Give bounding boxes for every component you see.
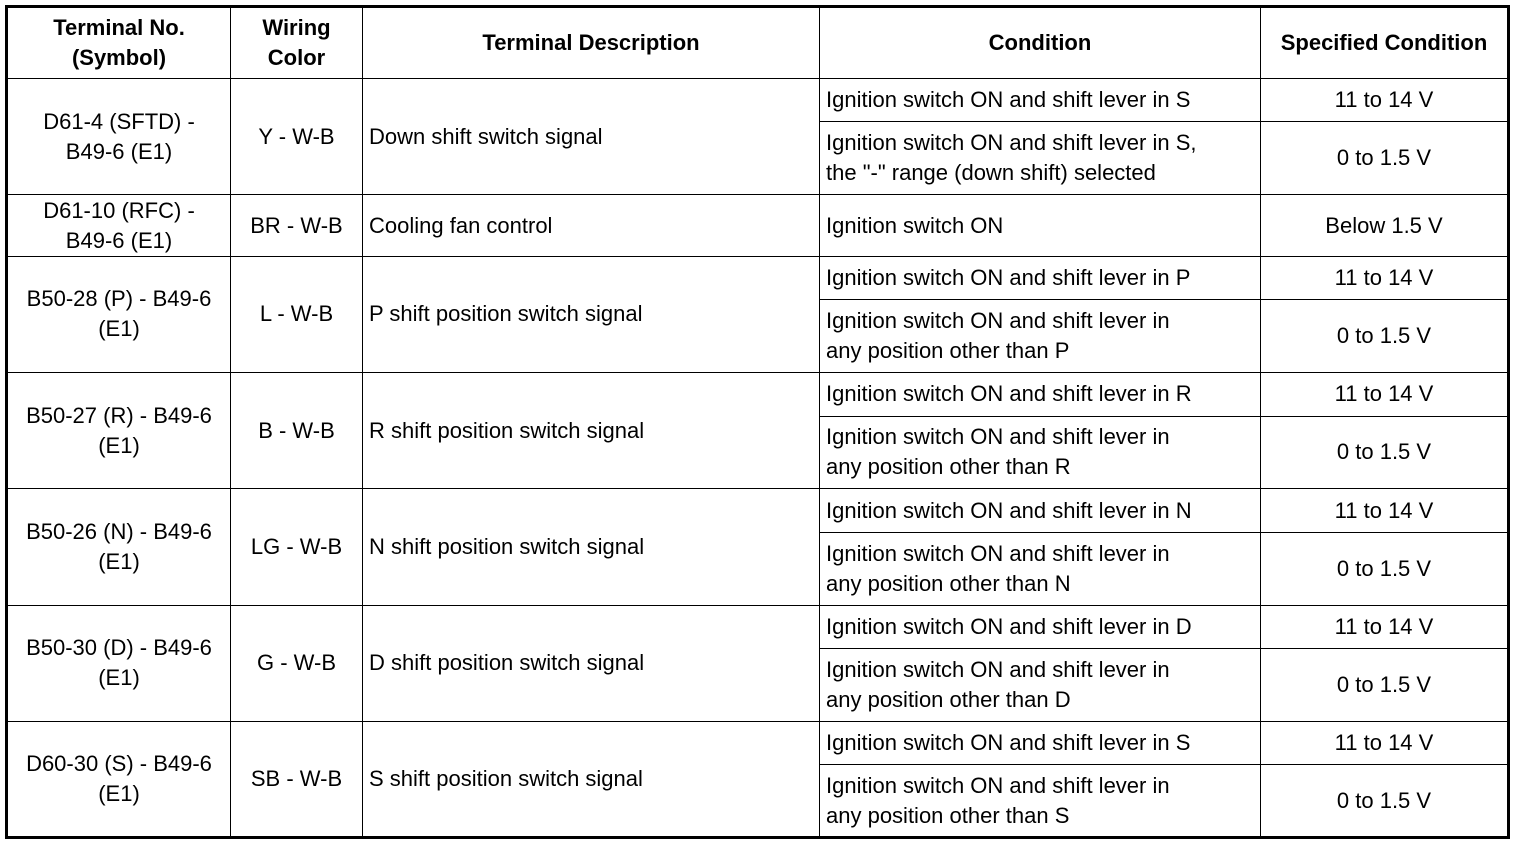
specified-condition-cell: Below 1.5 V — [1261, 195, 1509, 257]
wiring-color-cell: LG - W-B — [231, 489, 363, 605]
wiring-color-cell: G - W-B — [231, 605, 363, 721]
condition-cell — [820, 256, 1261, 299]
cell-text-line: any position other than N — [826, 570, 1071, 596]
cell-text-line: Ignition switch ON and shift lever in — [826, 540, 1170, 566]
terminal-cell — [7, 605, 231, 721]
specified-condition-cell: 0 to 1.5 V — [1261, 648, 1509, 721]
table-row — [7, 256, 1509, 299]
terminal-description-cell: Cooling fan control — [363, 195, 820, 257]
header-label: Terminal Description — [482, 30, 700, 55]
header-label: Terminal No. — [53, 15, 185, 40]
table-header-row — [7, 7, 1509, 79]
terminal-description-cell: D shift position switch signal — [363, 605, 820, 721]
cell-text-line: B49-6 (E1) — [65, 227, 173, 253]
table-row — [7, 373, 1509, 416]
cell-text-line: Ignition switch ON and shift lever in S, — [826, 130, 1197, 156]
header-label: Condition — [988, 30, 1092, 55]
cell-text-line: any position other than P — [826, 338, 1070, 364]
table-row — [7, 605, 1509, 648]
specified-condition-cell: 11 to 14 V — [1261, 256, 1509, 299]
header-label: Specified Condition — [1280, 30, 1488, 55]
condition-cell — [820, 648, 1261, 721]
condition-cell — [820, 605, 1261, 648]
cell-text-line: D61-10 (RFC) - — [43, 197, 195, 223]
terminal-cell — [7, 489, 231, 605]
table-row — [7, 79, 1509, 122]
specified-condition-cell: 0 to 1.5 V — [1261, 300, 1509, 373]
wiring-color-cell: SB - W-B — [231, 721, 363, 837]
cell-text-line: Ignition switch ON and shift lever in — [826, 424, 1170, 450]
cell-text-line: any position other than S — [826, 802, 1070, 828]
cell-text-line: Ignition switch ON and shift lever in N — [826, 497, 1192, 523]
condition-cell — [820, 532, 1261, 605]
header-specified-condition — [1261, 7, 1509, 79]
cell-text-line: Ignition switch ON and shift lever in P — [826, 265, 1191, 291]
condition-cell — [820, 721, 1261, 764]
cell-text-line: Ignition switch ON and shift lever in S — [826, 729, 1191, 755]
header-condition — [820, 7, 1261, 79]
cell-text-line: Ignition switch ON and shift lever in S — [826, 87, 1191, 113]
specified-condition-cell: 0 to 1.5 V — [1261, 532, 1509, 605]
cell-text-line: (E1) — [98, 665, 140, 691]
specified-condition-cell: 11 to 14 V — [1261, 373, 1509, 416]
cell-text-line: (E1) — [98, 432, 140, 458]
header-wiring-color — [231, 7, 363, 79]
condition-cell — [820, 79, 1261, 122]
table-row — [7, 721, 1509, 764]
cell-text-line: Ignition switch ON — [826, 212, 1004, 238]
specified-condition-cell: 11 to 14 V — [1261, 489, 1509, 532]
wiring-color-cell: B - W-B — [231, 373, 363, 489]
terminal-description-cell: R shift position switch signal — [363, 373, 820, 489]
cell-text-line: D60-30 (S) - B49-6 — [26, 750, 212, 776]
condition-cell — [820, 765, 1261, 838]
terminal-cell — [7, 256, 231, 372]
cell-text-line: B50-28 (P) - B49-6 — [26, 286, 212, 312]
condition-cell — [820, 373, 1261, 416]
cell-text-line: B50-26 (N) - B49-6 — [26, 518, 212, 544]
terminal-description-cell: S shift position switch signal — [363, 721, 820, 837]
cell-text-line: D61-4 (SFTD) - — [43, 108, 195, 134]
condition-cell — [820, 416, 1261, 489]
terminal-cell — [7, 373, 231, 489]
specified-condition-cell: 11 to 14 V — [1261, 605, 1509, 648]
condition-cell — [820, 195, 1261, 257]
terminal-inspection-table — [5, 5, 1510, 839]
specified-condition-cell: 11 to 14 V — [1261, 721, 1509, 764]
cell-text-line: Ignition switch ON and shift lever in — [826, 772, 1170, 798]
terminal-cell — [7, 721, 231, 837]
cell-text-line: (E1) — [98, 780, 140, 806]
cell-text-line: Ignition switch ON and shift lever in — [826, 308, 1170, 334]
cell-text-line: Ignition switch ON and shift lever in — [826, 656, 1170, 682]
table-row — [7, 489, 1509, 532]
header-label: Color — [267, 45, 326, 70]
cell-text-line: (E1) — [98, 316, 140, 342]
header-terminal-no — [7, 7, 231, 79]
table-row — [7, 195, 1509, 257]
wiring-color-cell: Y - W-B — [231, 79, 363, 195]
cell-text-line: (E1) — [98, 548, 140, 574]
header-terminal-description — [363, 7, 820, 79]
terminal-cell — [7, 79, 231, 195]
cell-text-line: B49-6 (E1) — [65, 138, 173, 164]
cell-text-line: Ignition switch ON and shift lever in R — [826, 381, 1192, 407]
table-body — [7, 79, 1509, 838]
cell-text-line: the "-" range (down shift) selected — [826, 160, 1156, 186]
cell-text-line: Ignition switch ON and shift lever in D — [826, 613, 1192, 639]
condition-cell — [820, 122, 1261, 195]
specified-condition-cell: 0 to 1.5 V — [1261, 765, 1509, 838]
header-label: (Symbol) — [71, 45, 167, 70]
terminal-description-cell: N shift position switch signal — [363, 489, 820, 605]
specified-condition-cell: 11 to 14 V — [1261, 79, 1509, 122]
condition-cell — [820, 489, 1261, 532]
condition-cell — [820, 300, 1261, 373]
header-label: Wiring — [262, 15, 331, 40]
wiring-color-cell: BR - W-B — [231, 195, 363, 257]
cell-text-line: any position other than R — [826, 454, 1071, 480]
terminal-description-cell: Down shift switch signal — [363, 79, 820, 195]
cell-text-line: any position other than D — [826, 686, 1071, 712]
specified-condition-cell: 0 to 1.5 V — [1261, 416, 1509, 489]
specified-condition-cell: 0 to 1.5 V — [1261, 122, 1509, 195]
cell-text-line: B50-30 (D) - B49-6 — [26, 635, 212, 661]
terminal-description-cell: P shift position switch signal — [363, 256, 820, 372]
terminal-cell — [7, 195, 231, 257]
wiring-color-cell: L - W-B — [231, 256, 363, 372]
cell-text-line: B50-27 (R) - B49-6 — [26, 402, 212, 428]
